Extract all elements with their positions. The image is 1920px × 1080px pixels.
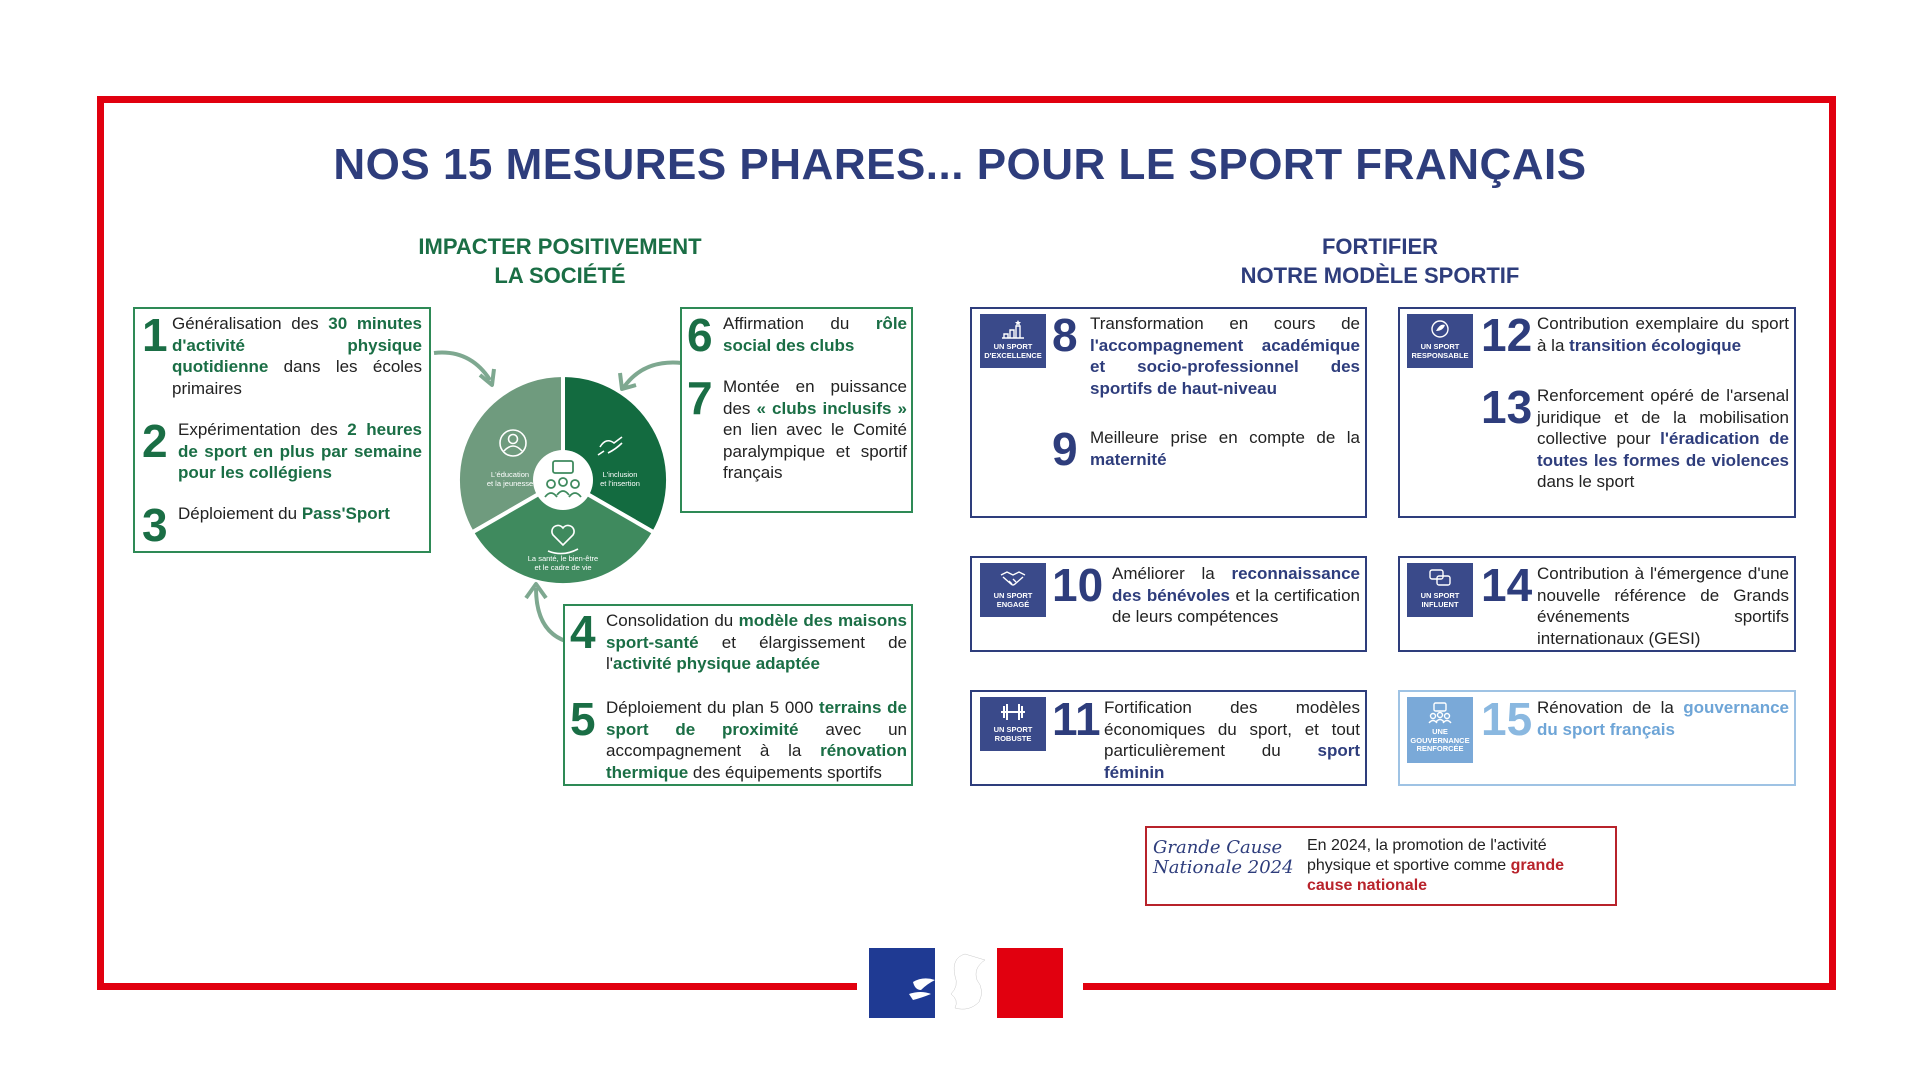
- measure-number: 1: [142, 309, 168, 361]
- measure-number: 15: [1481, 693, 1533, 745]
- wheel-label-education: L'éducation et la jeunesse: [486, 470, 534, 488]
- eco-globe-icon: [1429, 318, 1451, 340]
- measure-15: 15 Rénovation de la gouvernance du sport français: [1481, 693, 1789, 745]
- handshake-icon: [999, 567, 1027, 589]
- section-title-modele: FORTIFIER NOTRE MODÈLE SPORTIF: [1240, 234, 1520, 288]
- measure-number: 8: [1052, 309, 1078, 361]
- measure-1: 1 Généralisation des 30 minutes d'activité physique quotidienne dans les écoles primaires: [142, 309, 422, 398]
- measure-number: 6: [687, 309, 713, 361]
- measure-12: 12 Contribution exemplaire du sport à la transition écologique: [1481, 309, 1789, 361]
- measure-number: 11: [1052, 693, 1101, 745]
- badge-gouvernance: UNE GOUVERNANCE RENFORCÉE: [1407, 697, 1473, 763]
- grande-cause-text: En 2024, la promotion de l'activité physique et sportive comme grande cause nationale: [1307, 837, 1564, 894]
- measure-number: 2: [142, 415, 168, 467]
- marianne-logo: [869, 948, 1063, 1018]
- measure-6: 6 Affirmation du rôle social des clubs: [687, 309, 907, 361]
- measure-number: 14: [1481, 559, 1533, 611]
- measure-number: 9: [1052, 423, 1078, 475]
- measure-number: 13: [1481, 381, 1533, 433]
- measure-number: 12: [1481, 309, 1533, 361]
- measure-3: 3 Déploiement du Pass'Sport: [142, 499, 390, 551]
- badge-robuste: UN SPORT ROBUSTE: [980, 697, 1046, 751]
- measure-number: 3: [142, 499, 168, 551]
- arrow-icon: [430, 345, 500, 390]
- wheel-label-inclusion: L'inclusion et l'insertion: [600, 470, 640, 488]
- measure-8: 8 Transformation en cours de l'accompagnement académique et socio-professionnel des sportifs de haut-niveau: [1052, 309, 1360, 398]
- themes-wheel: [458, 375, 668, 585]
- section-title-societe: IMPACTER POSITIVEMENT LA SOCIÉTÉ: [418, 234, 702, 288]
- measure-11: 11 Fortification des modèles économiques du sport, et tout particulièrement du sport féminin: [1052, 693, 1360, 782]
- badge-influent: UN SPORT INFLUENT: [1407, 563, 1473, 617]
- measure-number: 4: [570, 606, 596, 658]
- badge-responsable: UN SPORT RESPONSABLE: [1407, 314, 1473, 368]
- dumbbell-icon: [998, 701, 1028, 723]
- governance-icon: [1426, 701, 1454, 725]
- wheel-label-sante: La santé, le bien-être et le cadre de vie: [527, 554, 599, 572]
- measure-9: 9 Meilleure prise en compte de la maternité: [1052, 423, 1360, 475]
- measure-number: 5: [570, 693, 596, 745]
- badge-engage: UN SPORT ENGAGÉ: [980, 563, 1046, 617]
- measure-5: 5 Déploiement du plan 5 000 terrains de sport de proximité avec un accompagnement à la rénovation thermique des équipements sportifs: [570, 693, 907, 782]
- arrow-icon: [614, 355, 686, 395]
- grande-cause-box: [1145, 826, 1617, 906]
- measure-7: 7 Montée en puissance des « clubs inclusifs » en lien avec le Comité paralympique et sportif français: [687, 372, 907, 482]
- podium-icon: [1000, 318, 1026, 340]
- measure-2: 2 Expérimentation des 2 heures de sport en plus par semaine pour les collégiens: [142, 415, 422, 482]
- measure-10: 10 Améliorer la reconnaissance des bénévoles et la certification de leurs compétences: [1052, 559, 1360, 626]
- measure-4: 4 Consolidation du modèle des maisons sport-santé et élargissement de l'activité physique adaptée: [570, 606, 908, 673]
- page-title: NOS 15 MESURES PHARES... POUR LE SPORT FRANÇAIS: [333, 140, 1587, 189]
- measure-number: 10: [1052, 559, 1104, 611]
- chat-bubbles-icon: [1427, 567, 1453, 589]
- grande-cause-logo: Grande Cause Nationale 2024: [1153, 837, 1294, 878]
- measure-14: 14 Contribution à l'émergence d'une nouvelle référence de Grands événements sportifs internationaux (GESI): [1481, 559, 1789, 648]
- badge-excellence: UN SPORT D'EXCELLENCE: [980, 314, 1046, 368]
- measure-13: 13 Renforcement opéré de l'arsenal juridique et de la mobilisation collective pour l'éradication de toutes les formes de violences dans le sport: [1481, 381, 1789, 491]
- measure-number: 7: [687, 372, 713, 424]
